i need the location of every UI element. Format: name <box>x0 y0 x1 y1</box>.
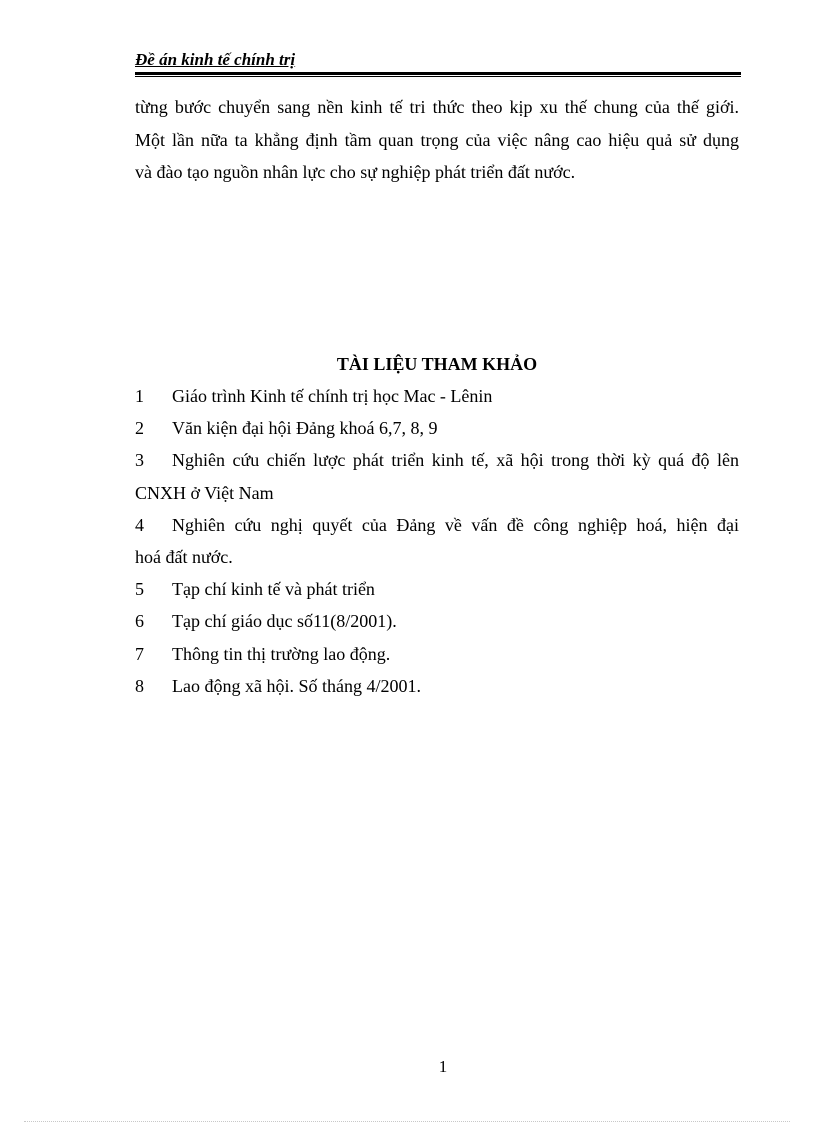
references-heading: TÀI LIỆU THAM KHẢO <box>336 354 538 374</box>
reference-number: 5 <box>135 579 144 600</box>
reference-text: Lao động xã hội. Số tháng 4/2001. <box>172 675 421 696</box>
page-number: 1 <box>438 1057 448 1076</box>
header-double-rule <box>135 72 741 77</box>
reference-item <box>135 412 739 444</box>
reference-text: Tạp chí giáo dục số11(8/2001). <box>172 611 397 632</box>
reference-item <box>135 380 739 412</box>
reference-text-continued: CNXH ở Việt Nam <box>135 482 274 503</box>
reference-text: Giáo trình Kinh tế chính trị học Mac - Lênin <box>172 386 493 406</box>
reference-number: 3 <box>135 450 144 471</box>
page-bottom-edge <box>24 1121 790 1122</box>
references-list <box>135 380 739 702</box>
reference-text-continued: hoá đất nước. <box>135 547 233 568</box>
reference-text: Nghiên cứu nghị quyết của Đảng về vấn đề công nghiệp hoá, hiện đại <box>172 514 739 535</box>
reference-number: 6 <box>135 611 144 632</box>
page-header <box>135 49 741 77</box>
document-title: Đề án kinh tế chính trị <box>135 50 296 69</box>
paragraph-line: Một lần nữa ta khẳng định tầm quan trọng của việc nâng cao hiệu quả sử dụng <box>135 129 739 150</box>
closing-paragraph <box>135 91 739 189</box>
reference-item <box>135 670 739 702</box>
paragraph-line: từng bước chuyển sang nền kinh tế tri thức theo kịp xu thế chung của thế giới. <box>135 97 739 117</box>
reference-text: Văn kiện đại hội Đảng khoá 6,7, 8, 9 <box>172 418 438 439</box>
reference-item <box>135 444 739 508</box>
reference-item <box>135 509 739 573</box>
reference-number: 4 <box>135 514 144 535</box>
reference-text: Nghiên cứu chiến lược phát triển kinh tế, xã hội trong thời kỳ quá độ lên <box>172 450 739 471</box>
reference-text: Thông tin thị trường lao động. <box>172 643 391 664</box>
reference-item <box>135 605 739 637</box>
reference-text: Tạp chí kinh tế và phát triển <box>172 579 375 600</box>
reference-item <box>135 638 739 670</box>
paragraph-line: và đào tạo nguồn nhân lực cho sự nghiệp phát triển đất nước. <box>135 162 576 182</box>
reference-item <box>135 573 739 605</box>
reference-number: 8 <box>135 675 144 696</box>
reference-number: 2 <box>135 418 144 439</box>
reference-number: 7 <box>135 643 144 664</box>
reference-number: 1 <box>135 386 144 406</box>
